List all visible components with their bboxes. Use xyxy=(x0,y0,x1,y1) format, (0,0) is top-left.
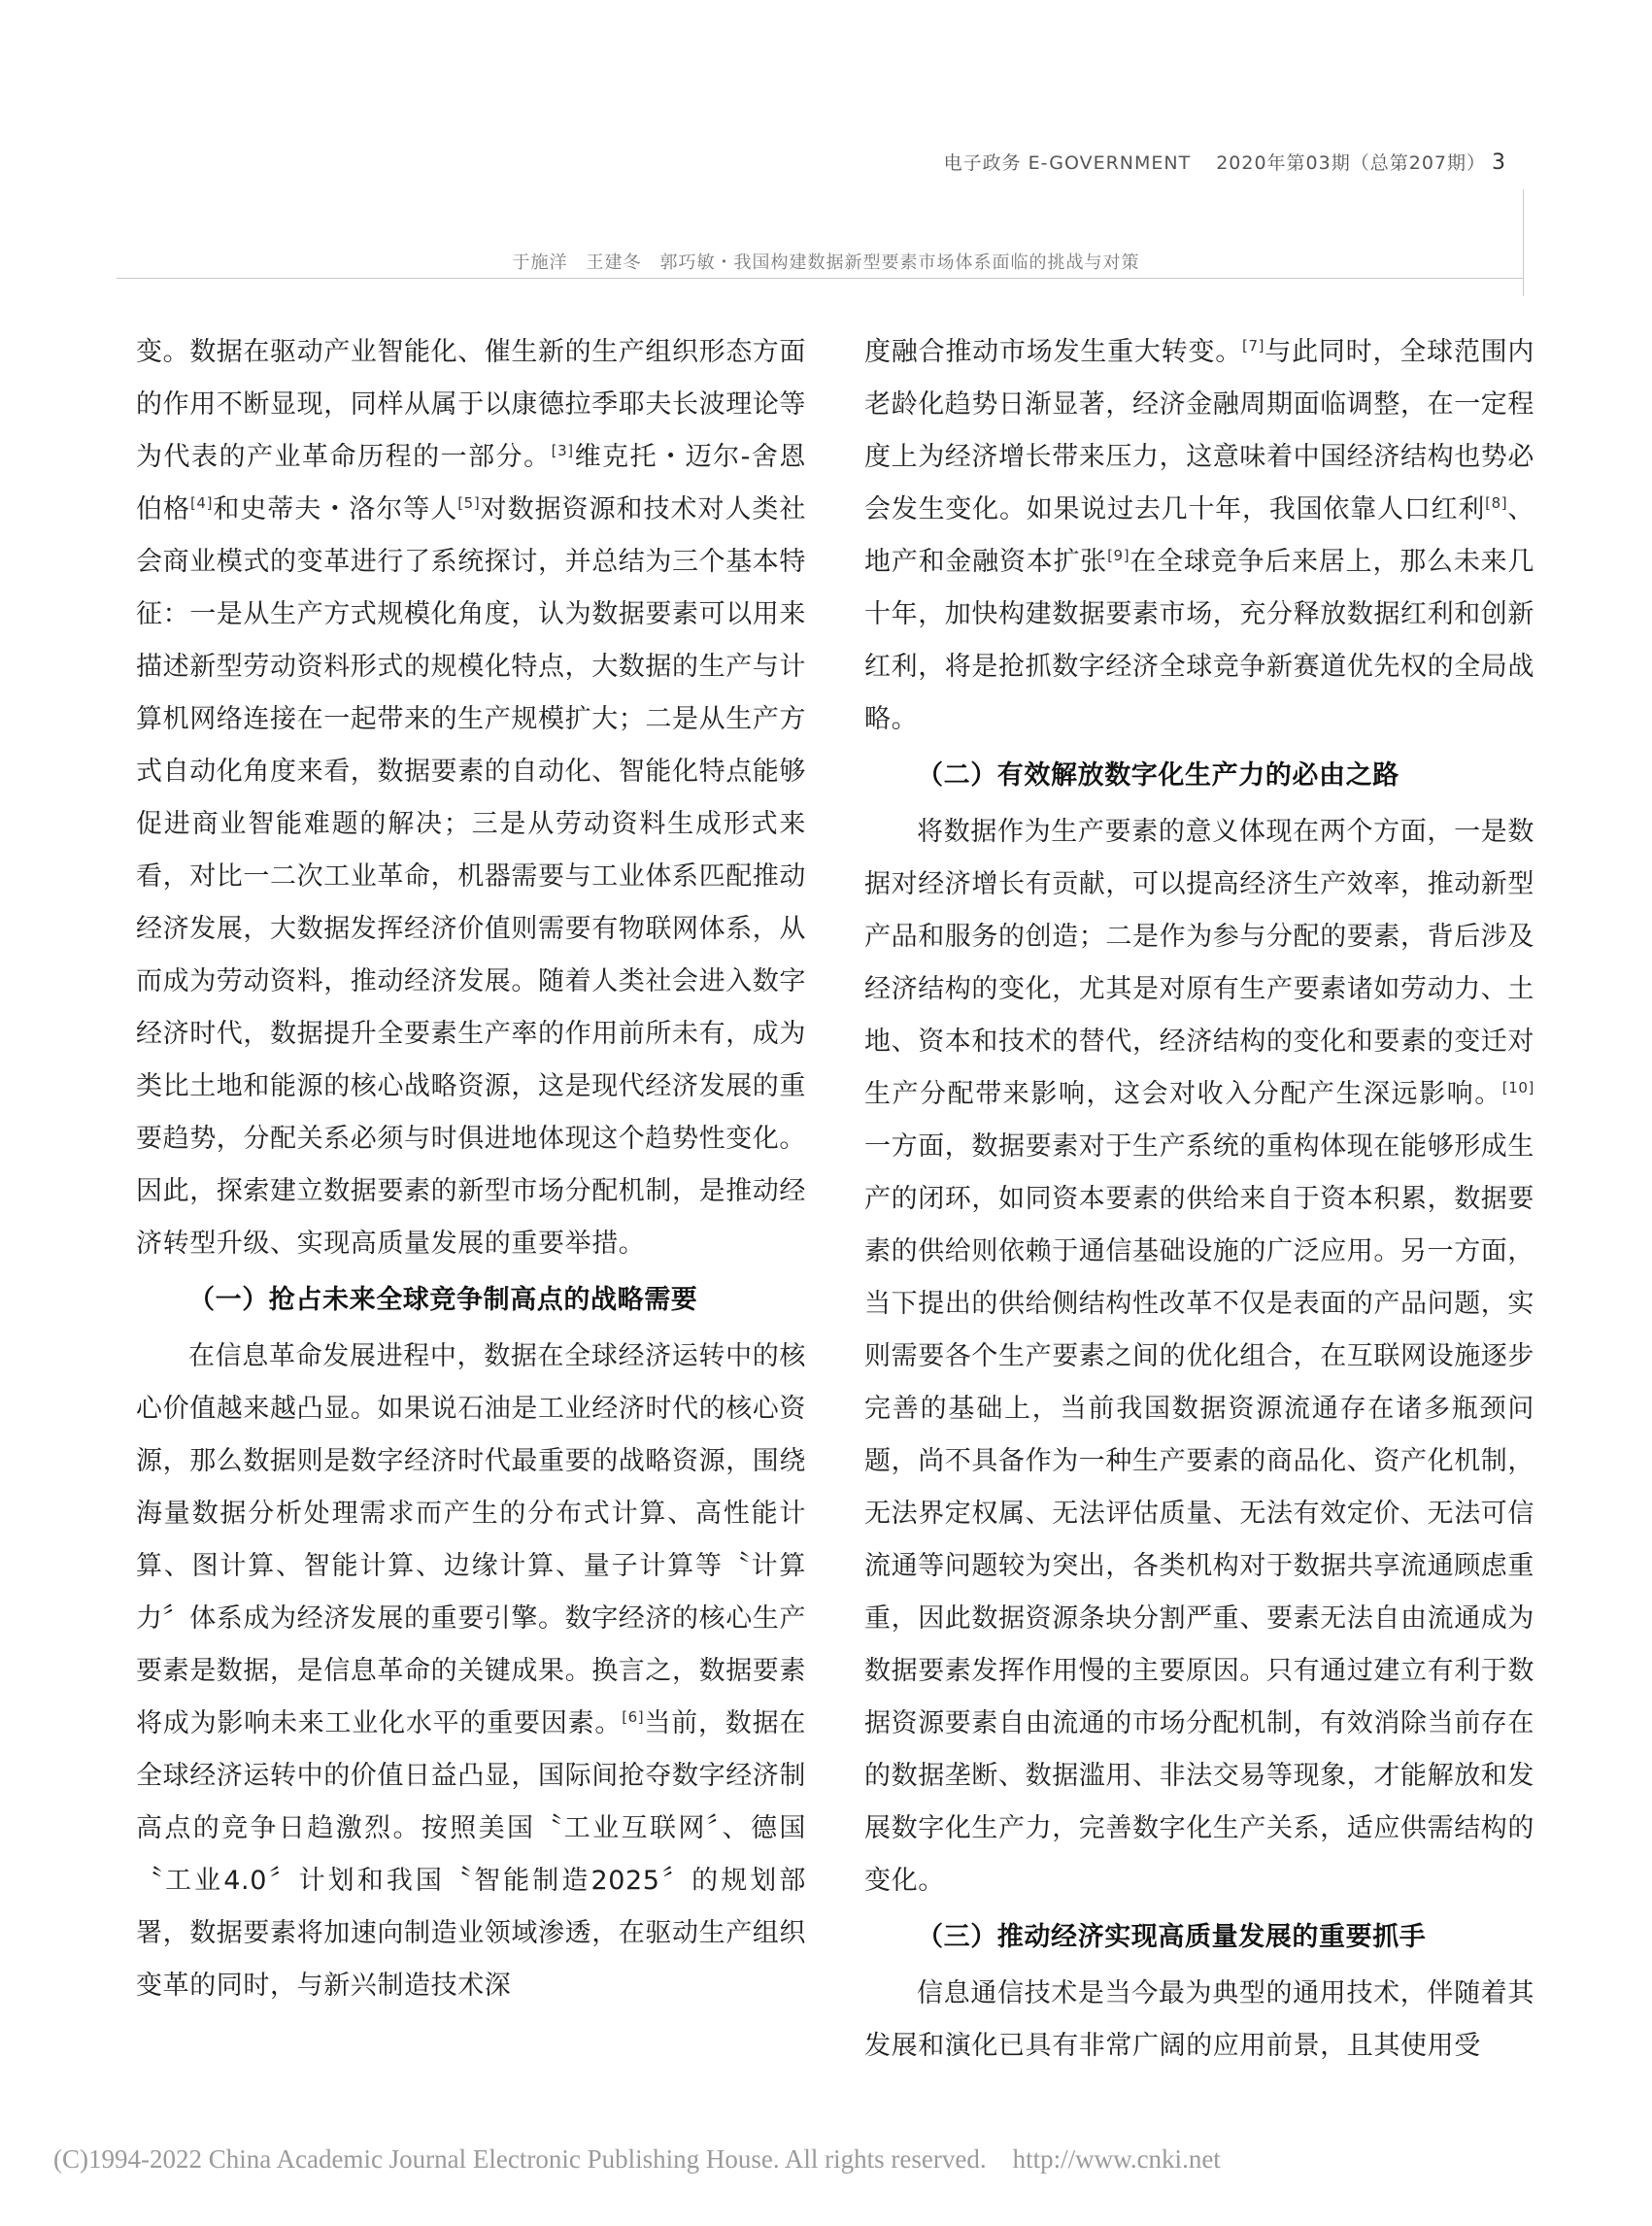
section-heading: （一）抢占未来全球竞争制高点的战略需要 xyxy=(188,1285,698,1315)
copyright-text: (C)1994-2022 China Academic Journal Electronic Publishing House. All rights reserved. xyxy=(53,2144,987,2174)
paragraph: 度融合推动市场发生重大转变。[7]与此同时，全球范围内老龄化趋势日渐显著，经济金融周期面临调整，在一定程度上为经济增长带来压力，这意味着中国经济结构也势必会发生变化。如果说过去几十年，我国依靠人口红利[8]、地产和金融资本扩张[9]在全球竞争后来居上，那么未来几十年，加快构建数据要素市场，充分释放数据红利和创新红利，将是抢抓数字经济全球竞争新赛道优先权的全局战略。 xyxy=(864,337,1535,734)
cnki-url: http://www.cnki.net xyxy=(1012,2144,1221,2174)
paragraph: 变。数据在驱动产业智能化、催生新的生产组织形态方面的作用不断显现，同样从属于以康德拉季耶夫长波理论等为代表的产业革命历程的一部分。[3]维克托・迈尔-舍恩伯格[4]和史蒂夫・洛尔等人[5]对数据资源和技术对人类社会商业模式的变革进行了系统探讨，并总结为三个基本特征：一是从生产方式规模化角度，认为数据要素可以用来描述新型劳动资料形式的规模化特点，大数据的生产与计算机网络连接在一起带来的生产规模扩大；二是从生产方式自动化角度来看，数据要素的自动化、智能化特点能够促进商业智能难题的解决；三是从劳动资料生成形式来看，对比一二次工业革命，机器需要与工业体系匹配推动经济发展，大数据发挥经济价值则需要有物联网体系，从而成为劳动资料，推动经济发展。随着人类社会进入数字经济时代，数据提升全要素生产率的作用前所未有，成为类比土地和能源的核心战略资源，这是现代经济发展的重要趋势，分配关系必须与时俱进地体现这个趋势性变化。因此，探索建立数据要素的新型市场分配机制，是推动经济转型升级、实现高质量发展的重要举措。 xyxy=(136,337,807,1259)
issue-info: 2020年第03期（总第207期） xyxy=(1216,152,1486,174)
right-column xyxy=(864,326,1534,2073)
citation: [4] xyxy=(189,494,214,512)
paragraph: 在信息革命发展进程中，数据在全球经济运转中的核心价值越来越凸显。如果说石油是工业经济时代的核心资源，那么数据则是数字经济时代最重要的战略资源，围绕海量数据分析处理需求而产生的分布式计算、高性能计算、图计算、智能计算、边缘计算、量子计算等〝计算力〞体系成为经济发展的重要引擎。数字经济的核心生产要素是数据，是信息革命的关键成果。换言之，数据要素将成为影响未来工业化水平的重要因素。[6]当前，数据在全球经济运转中的价值日益凸显，国际间抢夺数字经济制高点的竞争日趋激烈。按照美国〝工业互联网〞、德国〝工业4.0〞计划和我国〝智能制造2025〞的规划部署，数据要素将加速向制造业领域渗透，在驱动生产组织变革的同时，与新兴制造技术深 xyxy=(136,1341,806,2001)
section-heading: （三）推动经济实现高质量发展的重要抓手 xyxy=(917,1922,1427,1952)
journal-name: 电子政务 E-GOVERNMENT xyxy=(943,152,1192,174)
citation: [10] xyxy=(1501,1079,1534,1096)
citation: [8] xyxy=(1485,494,1508,512)
header-divider-vertical xyxy=(1523,189,1524,296)
citation: [7] xyxy=(1242,337,1265,354)
running-title: 于施洋 王建冬 郭巧敏・我国构建数据新型要素市场体系面临的挑战与对策 xyxy=(512,253,1140,273)
citation: [6] xyxy=(622,1708,645,1726)
page-number: 3 xyxy=(1492,151,1506,175)
copyright-footer xyxy=(53,2144,1221,2175)
paragraph: 将数据作为生产要素的意义体现在两个方面，一是数据对经济增长有贡献，可以提高经济生产效率，推动新型产品和服务的创造；二是作为参与分配的要素，背后涉及经济结构的变化，尤其是对原有生产要素诸如劳动力、土地、资本和技术的替代，经济结构的变化和要素的变迁对生产分配带来影响，这会对收入分配产生深远影响。[10]一方面，数据要素对于生产系统的重构体现在能够形成生产的闭环，如同资本要素的供给来自于资本积累，数据要素的供给则依赖于通信基础设施的广泛应用。另一方面，当下提出的供给侧结构性改革不仅是表面的产品问题，实则需要各个生产要素之间的优化组合，在互联网设施逐步完善的基础上，当前我国数据资源流通存在诸多瓶颈问题，尚不具备作为一种生产要素的商品化、资产化机制，无法界定权属、无法评估质量、无法有效定价、无法可信流通等问题较为突出，各类机构对于数据共享流通顾虑重重，因此数据资源条块分割严重、要素无法自由流通成为数据要素发挥作用慢的主要原因。只有通过建立有利于数据资源要素自由流通的市场分配机制，有效消除当前存在的数据垄断、数据滥用、非法交易等现象，才能解放和发展数字化生产力，完善数字化生产关系，适应供需结构的变化。 xyxy=(864,817,1534,1896)
citation: [3] xyxy=(551,442,574,459)
left-column xyxy=(136,326,806,2012)
header-divider-horizontal xyxy=(117,278,1524,279)
citation: [5] xyxy=(457,494,481,512)
section-heading: （二）有效解放数字化生产力的必由之路 xyxy=(917,760,1399,791)
paragraph: 信息通信技术是当今最为典型的通用技术，伴随着其发展和演化已具有非常广阔的应用前景，且其使用受 xyxy=(864,1978,1534,2061)
running-header-journal xyxy=(944,149,1506,175)
citation: [9] xyxy=(1107,547,1130,564)
